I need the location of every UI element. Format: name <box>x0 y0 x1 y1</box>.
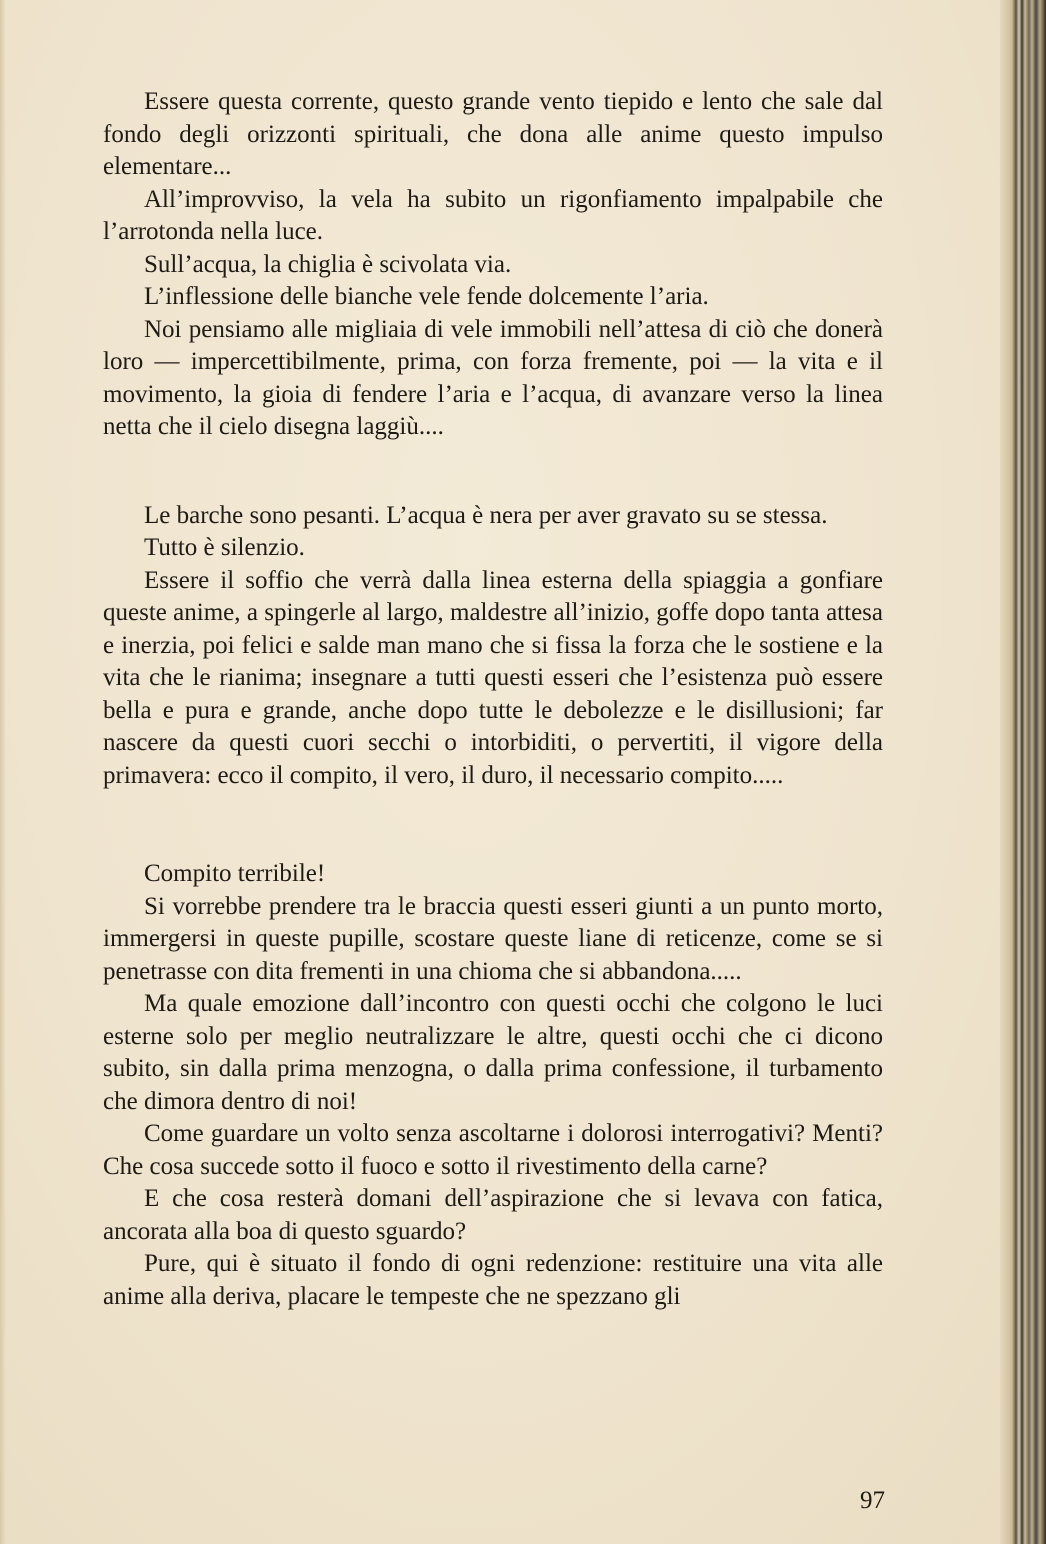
paragraph: Essere il soffio che verrà dalla linea esterna della spiaggia a gonfiare queste anime, a spingerle al largo, maldestre all’inizio, goffe dopo tanta attesa e inerzia, poi felici e salde man mano che si fissa la forza che le sostiene e la vita che le rianima; insegnare a tutti questi esseri che l’esistenza può essere bella e pura e grande, anche dopo tutte le debolezze e le disillusioni; far nascere da questi cuori secchi o intorbiditi, o pervertiti, il vigore della primavera: ecco il compito, il vero, il duro, il necessario compito..... <box>103 566 883 789</box>
paragraph: All’improvviso, la vela ha subito un rigonfiamento impalpabile che l’arrotonda nella luce. <box>103 185 883 245</box>
paragraph: Le barche sono pesanti. L’acqua è nera per aver gravato su se stessa. <box>144 501 828 529</box>
section-break <box>103 792 883 858</box>
paragraph: Tutto è silenzio. <box>144 534 305 561</box>
paragraph: Essere questa corrente, questo grande vento tiepido e lento che sale dal fondo degli orizzonti spirituali, che dona alle anime questo impulso elementare... <box>103 88 883 180</box>
paragraph: L’inflessione delle bianche vele fende dolcemente l’aria. <box>144 283 709 310</box>
paragraph: Si vorrebbe prendere tra le braccia questi esseri giunti a un punto morto, immergersi in queste pupille, scostare queste liane di reticenze, come se si penetrasse con dita frementi in una chioma che si abbandona..... <box>103 892 883 985</box>
paragraph: Pure, qui è situato il fondo di ogni redenzione: restituire una vita alle anime alla deriva, placare le tempeste che ne spezzano gli <box>103 1250 883 1310</box>
body-text <box>103 86 883 1313</box>
paragraph: Ma quale emozione dall’incontro con questi occhi che colgono le luci esterne solo per meglio neutralizzare le altre, questi occhi che ci dicono subito, sin dalla prima menzogna, o dalla prima confessione, il turbamento che dimora dentro di noi! <box>103 990 883 1115</box>
paragraph: Come guardare un volto senza ascoltarne i dolorosi interrogativi? Menti? Che cosa succede sotto il fuoco e sotto il rivestimento della carne? <box>103 1120 883 1180</box>
paragraph: Noi pensiamo alle migliaia di vele immobili nell’attesa di ciò che donerà loro — impercettibilmente, prima, con forza fremente, poi — la vita e il movimento, la gioia di fendere l’aria e l’acqua, di avanzare verso la linea netta che il cielo disegna laggiù.... <box>103 315 883 440</box>
page-left-edge <box>0 0 6 1544</box>
paragraph: Sull’acqua, la chiglia è scivolata via. <box>144 250 512 278</box>
page-number: 97 <box>860 1487 885 1514</box>
book-spine-edge <box>1000 0 1046 1544</box>
paragraph: E che cosa resterà domani dell’aspirazione che si levava con fatica, ancorata alla boa di questo sguardo? <box>103 1185 883 1245</box>
section-break <box>103 444 883 500</box>
paragraph: Compito terribile! <box>144 860 326 887</box>
